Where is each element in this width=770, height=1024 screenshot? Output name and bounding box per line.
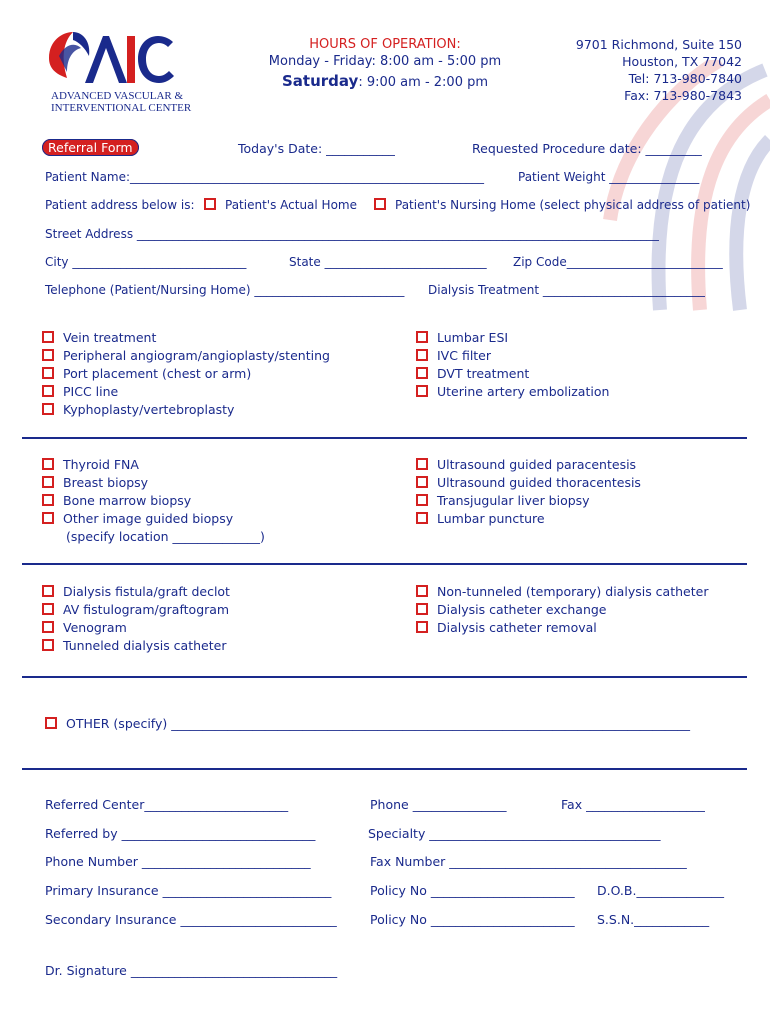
section-divider — [22, 437, 747, 439]
procedure-option[interactable]: DVT treatment — [416, 365, 609, 383]
saturday-label: Saturday — [281, 72, 359, 90]
requested-date-field[interactable]: Requested Procedure date: _________ — [472, 141, 702, 156]
referral-form-badge: Referral Form — [42, 140, 139, 155]
address-tel: Tel: 713-980-7840 — [628, 71, 742, 86]
section-divider — [22, 563, 747, 565]
procedure-option[interactable]: Non-tunneled (temporary) dialysis catheter — [416, 583, 708, 601]
procedure-list-left-2 — [42, 456, 265, 546]
procedure-option[interactable]: Dialysis fistula/graft declot — [42, 583, 230, 601]
procedure-option[interactable]: Other image guided biopsy — [42, 510, 265, 528]
option-actual-home[interactable]: Patient's Actual Home — [204, 198, 357, 212]
procedure-option[interactable]: Thyroid FNA — [42, 456, 265, 474]
patient-address-label: Patient address below is: — [45, 198, 195, 212]
procedure-option[interactable]: Dialysis catheter removal — [416, 619, 708, 637]
biopsy-location-field[interactable]: (specify location ______________) — [66, 529, 265, 544]
procedure-option[interactable]: Bone marrow biopsy — [42, 492, 265, 510]
street-address-field[interactable]: Street Address _______________________________________________________________________________________ — [45, 227, 659, 241]
zip-field[interactable]: Zip Code__________________________ — [513, 255, 723, 269]
patient-name-field[interactable]: Patient Name:___________________________________________________________ — [45, 170, 485, 184]
checkbox-icon[interactable] — [204, 198, 216, 210]
procedure-list-left-3 — [42, 583, 230, 655]
signature-field[interactable]: Dr. Signature _________________________________ — [45, 963, 338, 978]
center-phone-field[interactable]: Phone _______________ — [370, 797, 507, 812]
procedure-option[interactable]: Dialysis catheter exchange — [416, 601, 708, 619]
avic-logo-icon — [45, 28, 180, 88]
dialysis-treatment-field[interactable]: Dialysis Treatment ___________________________ — [428, 283, 705, 297]
phone-number-field[interactable]: Phone Number ___________________________ — [45, 854, 311, 869]
procedure-option[interactable]: Ultrasound guided thoracentesis — [416, 474, 641, 492]
dob-field[interactable]: D.O.B.______________ — [597, 883, 724, 898]
procedure-option[interactable]: Ultrasound guided paracentesis — [416, 456, 641, 474]
procedure-list-right-1 — [416, 329, 609, 401]
hours-title: HOURS OF OPERATION: — [309, 37, 461, 52]
procedure-option[interactable]: Tunneled dialysis catheter — [42, 637, 230, 655]
checkbox-icon[interactable] — [45, 717, 57, 729]
procedure-list-left-1 — [42, 329, 330, 419]
checkbox-icon[interactable] — [374, 198, 386, 210]
state-field[interactable]: State ___________________________ — [289, 255, 487, 269]
procedure-list-right-3 — [416, 583, 708, 637]
procedure-option[interactable]: Kyphoplasty/vertebroplasty — [42, 401, 330, 419]
procedure-option[interactable]: Vein treatment — [42, 329, 330, 347]
section-divider — [22, 676, 747, 678]
address-city: Houston, TX 77042 — [622, 54, 742, 69]
city-field[interactable]: City _____________________________ — [45, 255, 247, 269]
option-nursing-home[interactable]: Patient's Nursing Home (select physical address of patient) — [374, 198, 750, 212]
procedure-option[interactable]: PICC line — [42, 383, 330, 401]
ssn-field[interactable]: S.S.N.____________ — [597, 912, 710, 927]
procedure-option[interactable]: Transjugular liver biopsy — [416, 492, 641, 510]
procedure-option[interactable]: Breast biopsy — [42, 474, 265, 492]
saturday-hours: : 9:00 am - 2:00 pm — [358, 75, 489, 90]
address-fax: Fax: 713-980-7843 — [624, 88, 742, 103]
center-fax-field[interactable]: Fax ___________________ — [561, 797, 705, 812]
hours-weekday: Monday - Friday: 8:00 am - 5:00 pm — [268, 54, 502, 69]
hours-saturday — [260, 71, 510, 93]
section-divider — [22, 768, 747, 770]
logo-line-2: INTERVENTIONAL CENTER — [51, 102, 192, 114]
specialty-field[interactable]: Specialty _____________________________________ — [368, 826, 661, 841]
address-block — [576, 36, 742, 104]
referred-by-field[interactable]: Referred by _______________________________ — [45, 826, 316, 841]
primary-policy-field[interactable]: Policy No _______________________ — [370, 883, 575, 898]
other-specify-field[interactable]: OTHER (specify) ___________________________________________________________________________________ — [45, 716, 690, 731]
procedure-option[interactable]: Uterine artery embolization — [416, 383, 609, 401]
secondary-insurance-field[interactable]: Secondary Insurance _________________________ — [45, 912, 337, 927]
procedure-list-right-2 — [416, 456, 641, 528]
primary-insurance-field[interactable]: Primary Insurance ___________________________ — [45, 883, 332, 898]
todays-date-field[interactable]: Today's Date: ___________ — [238, 141, 395, 156]
patient-weight-field[interactable]: Patient Weight _______________ — [518, 170, 700, 184]
referred-center-field[interactable]: Referred Center_______________________ — [45, 797, 289, 812]
procedure-option[interactable]: Lumbar ESI — [416, 329, 609, 347]
secondary-policy-field[interactable]: Policy No _______________________ — [370, 912, 575, 927]
telephone-field[interactable]: Telephone (Patient/Nursing Home) _________________________ — [45, 283, 405, 297]
hours-block — [260, 36, 510, 93]
procedure-option[interactable]: IVC filter — [416, 347, 609, 365]
procedure-option[interactable]: Peripheral angiogram/angioplasty/stenting — [42, 347, 330, 365]
logo-line-1: ADVANCED VASCULAR & — [51, 90, 184, 102]
procedure-option[interactable]: Lumbar puncture — [416, 510, 641, 528]
fax-number-field[interactable]: Fax Number ______________________________________ — [370, 854, 687, 869]
procedure-option[interactable]: Port placement (chest or arm) — [42, 365, 330, 383]
procedure-option[interactable]: AV fistulogram/graftogram — [42, 601, 230, 619]
procedure-option[interactable]: Venogram — [42, 619, 230, 637]
address-street: 9701 Richmond, Suite 150 — [575, 37, 742, 52]
